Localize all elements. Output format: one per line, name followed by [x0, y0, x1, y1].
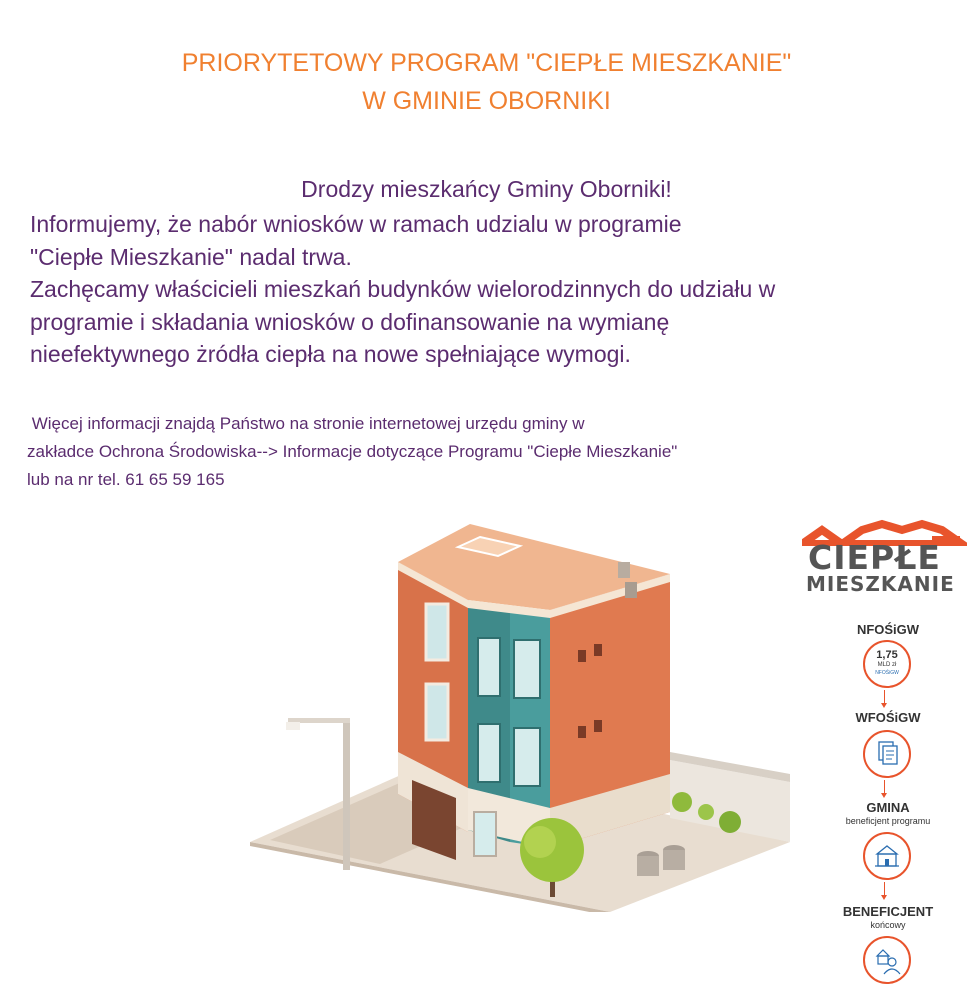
flow-step-label: WFOŚiGW: [855, 710, 921, 725]
flow-arrow: [884, 690, 885, 706]
flow-step-label: GMINA: [866, 800, 910, 815]
logo-line-1: CIEPŁE: [808, 538, 941, 577]
title-line-2: W GMINIE OBORNIKI: [362, 87, 611, 115]
announcement-text: [30, 208, 960, 371]
announcement-line: "Ciepłe Mieszkanie" nadal trwa.: [30, 243, 352, 270]
town-hall-icon: [863, 832, 911, 880]
info-line: Więcej informacji znajdą Państwo na stronie internetowej urzędu gminy w: [27, 414, 585, 433]
person-house-icon: [863, 936, 911, 984]
flow-arrow: [884, 882, 885, 898]
logo-line-2: MIESZKANIE: [806, 572, 955, 596]
documents-icon: [863, 730, 911, 778]
announcement-line: programie i składania wniosków o dofinansowanie na wymianę: [30, 308, 670, 335]
funding-flow: [818, 620, 958, 990]
announcement-line: Informujemy, że nabór wniosków w ramach udzialu w programie: [30, 211, 682, 237]
building-illustration: [230, 512, 800, 912]
flow-step-sub: beneficjent programu: [845, 816, 931, 826]
funding-source: NFOŚiGW: [875, 670, 899, 676]
flow-step-label: BENEFICJENT: [842, 904, 934, 919]
title-line-1: PRIORYTETOWY PROGRAM "CIEPŁE MIESZKANIE": [181, 49, 792, 77]
contact-info: [27, 410, 927, 494]
greeting: Drodzy mieszkańcy Gminy Oborniki!: [301, 176, 672, 202]
ciepłe-mieszkanie-logo: [802, 516, 967, 598]
funding-unit: MLD zł: [877, 662, 897, 668]
flow-arrow: [884, 780, 885, 796]
flow-step-label: NFOŚiGW: [856, 622, 920, 637]
flow-step-sub: końcowy: [870, 920, 906, 930]
funding-amount: 1,75: [876, 649, 898, 661]
money-circle-icon: [863, 640, 911, 688]
announcement-line: nieefektywnego żródła ciepła na nowe spełniające wymogi.: [30, 341, 631, 367]
info-line: lub na nr tel. 61 65 59 165: [27, 470, 225, 489]
announcement-line: Zachęcamy właścicieli mieszkań budynków wielorodzinnych do udziału w: [30, 276, 776, 302]
page-title: [0, 44, 973, 120]
info-line: zakładce Ochrona Środowiska--> Informacje dotyczące Programu "Ciepłe Mieszkanie": [27, 442, 678, 461]
